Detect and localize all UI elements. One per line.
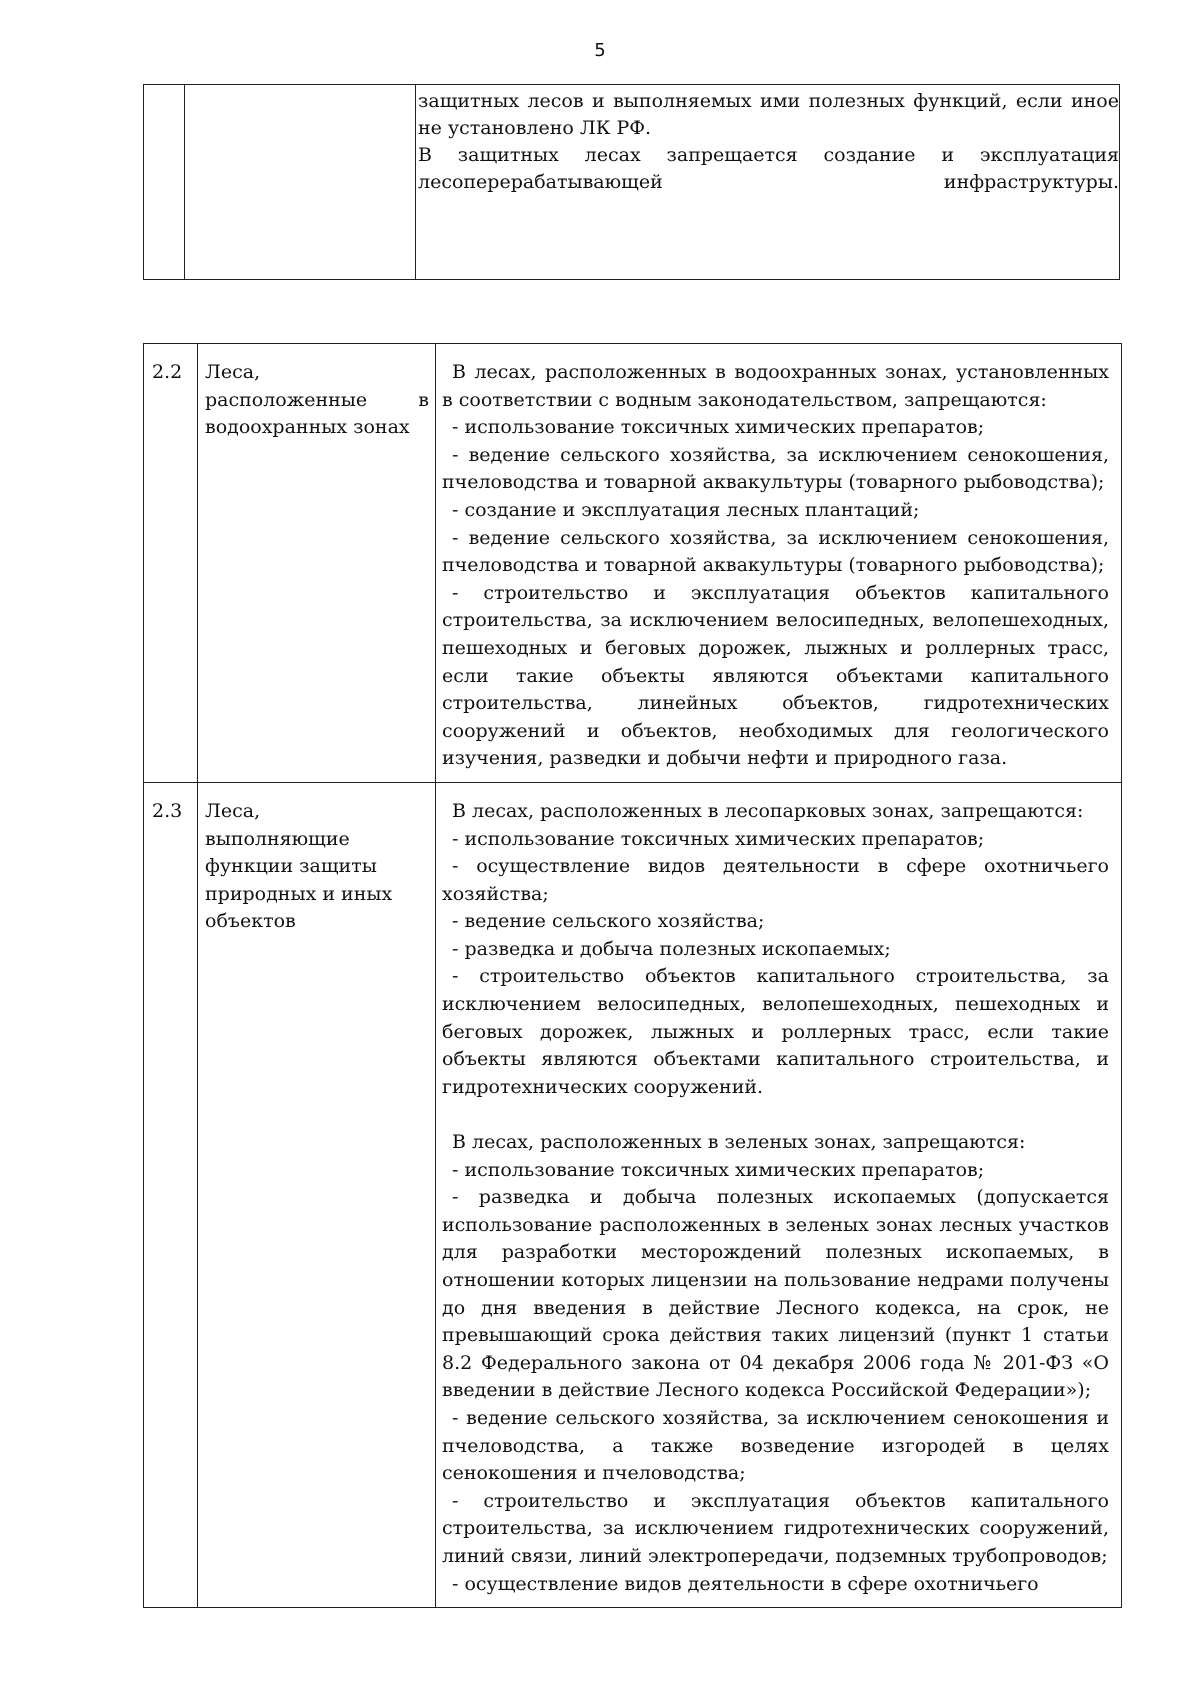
paragraph: - использование токсичных химических препаратов; bbox=[452, 416, 985, 439]
table-row bbox=[144, 782, 1122, 1607]
paragraph: - строительство объектов капитального строительства, за исключением велосипедных, велопешеходных, пешеходных и беговых дорожек, лыжных и роллерных трасс, если такие объекты являются объектами капитального строительства, и гидротехнических сооружений. bbox=[442, 965, 1109, 1098]
paragraph: В защитных лесах запрещается создание и эксплуатация лесоперерабатывающей инфраструктуры. bbox=[418, 144, 1119, 193]
paragraph: - использование токсичных химических препаратов; bbox=[452, 827, 985, 850]
page-number: 5 bbox=[594, 40, 606, 61]
number-cell bbox=[144, 85, 185, 280]
row-name-line: Леса, bbox=[205, 799, 261, 822]
paragraph: - создание и эксплуатация лесных плантаций; bbox=[452, 498, 920, 521]
row-name-line: объектов bbox=[205, 910, 296, 933]
table-row bbox=[144, 85, 1120, 280]
row-number: 2.3 bbox=[144, 782, 198, 1607]
paragraph: защитных лесов и выполняемых ими полезных функций, если иное не установлено ЛК РФ. bbox=[418, 90, 1119, 139]
row-text bbox=[436, 782, 1122, 1607]
row-text bbox=[436, 344, 1122, 783]
paragraph: В лесах, расположенных в лесопарковых зонах, запрещаются: bbox=[452, 799, 1084, 822]
row-name-line: Леса, bbox=[205, 361, 261, 383]
text-cell bbox=[416, 85, 1120, 280]
row-name bbox=[198, 782, 436, 1607]
paragraph: В лесах, расположенных в водоохранных зонах, установленных в соответствии с водным законодательством, запрещаются: bbox=[442, 361, 1109, 411]
row-name-line: расположенные в bbox=[205, 388, 429, 411]
paragraph: - осуществление видов деятельности в сфере охотничьего хозяйства; bbox=[442, 855, 1109, 905]
paragraph: - ведение сельского хозяйства, за исключением сенокошения, пчеловодства и товарной аквакультуры (товарного рыбоводства); bbox=[442, 526, 1109, 577]
row-name-line: водоохранных зонах bbox=[205, 416, 410, 439]
restrictions-table bbox=[143, 343, 1122, 1608]
paragraph: - ведение сельского хозяйства, за исключением сенокошения, пчеловодства и товарной аквакультуры (товарного рыбоводства); bbox=[442, 443, 1109, 494]
paragraph: - разведка и добыча полезных ископаемых; bbox=[452, 937, 891, 960]
row-name-line: природных и иных bbox=[205, 882, 393, 905]
row-name-line: выполняющие bbox=[205, 827, 350, 850]
paragraph: - строительство и эксплуатация объектов капитального строительства, за исключением велосипедных, велопешеходных, пешеходных и беговых дорожек, лыжных и роллерных трасс, если такие объекты являются объектами капитального строительства, линейных объектов, гидротехнических сооружений и объектов, необходимых для геологического изучения, разведки и добычи нефти и природного газа. bbox=[442, 581, 1109, 770]
paragraph: В лесах, расположенных в зеленых зонах, запрещаются: bbox=[452, 1131, 1026, 1154]
paragraph: - ведение сельского хозяйства; bbox=[452, 910, 765, 933]
table-row bbox=[144, 344, 1122, 783]
paragraph: - использование токсичных химических препаратов; bbox=[452, 1158, 985, 1181]
paragraph: - осуществление видов деятельности в сфере охотничьего bbox=[452, 1572, 1039, 1595]
name-cell bbox=[185, 85, 416, 280]
paragraph-gap bbox=[442, 1101, 1109, 1129]
row-number: 2.2 bbox=[144, 344, 198, 783]
row-name bbox=[198, 344, 436, 783]
paragraph: - ведение сельского хозяйства, за исключением сенокошения и пчеловодства, а также возведение изгородей в целях сенокошения и пчеловодства; bbox=[442, 1406, 1109, 1485]
paragraph: - разведка и добыча полезных ископаемых (допускается использование расположенных в зеленых зонах лесных участков для разработки месторождений полезных ископаемых, в отношении которых лицензии на пользование недрами получены до дня введения в действие Лесного кодекса, на срок, не превышающий срока действия таких лицензий (пункт 1 статьи 8.2 Федерального закона от 04 декабря 2006 года № 201-ФЗ «О введении в действие Лесного кодекса Российской Федерации»); bbox=[442, 1186, 1109, 1402]
continuation-table bbox=[143, 84, 1120, 280]
paragraph: - строительство и эксплуатация объектов капитального строительства, за исключением гидротехнических сооружений, линий связи, линий электропередачи, подземных трубопроводов; bbox=[442, 1489, 1109, 1567]
row-name-line: функции защиты bbox=[205, 855, 377, 878]
